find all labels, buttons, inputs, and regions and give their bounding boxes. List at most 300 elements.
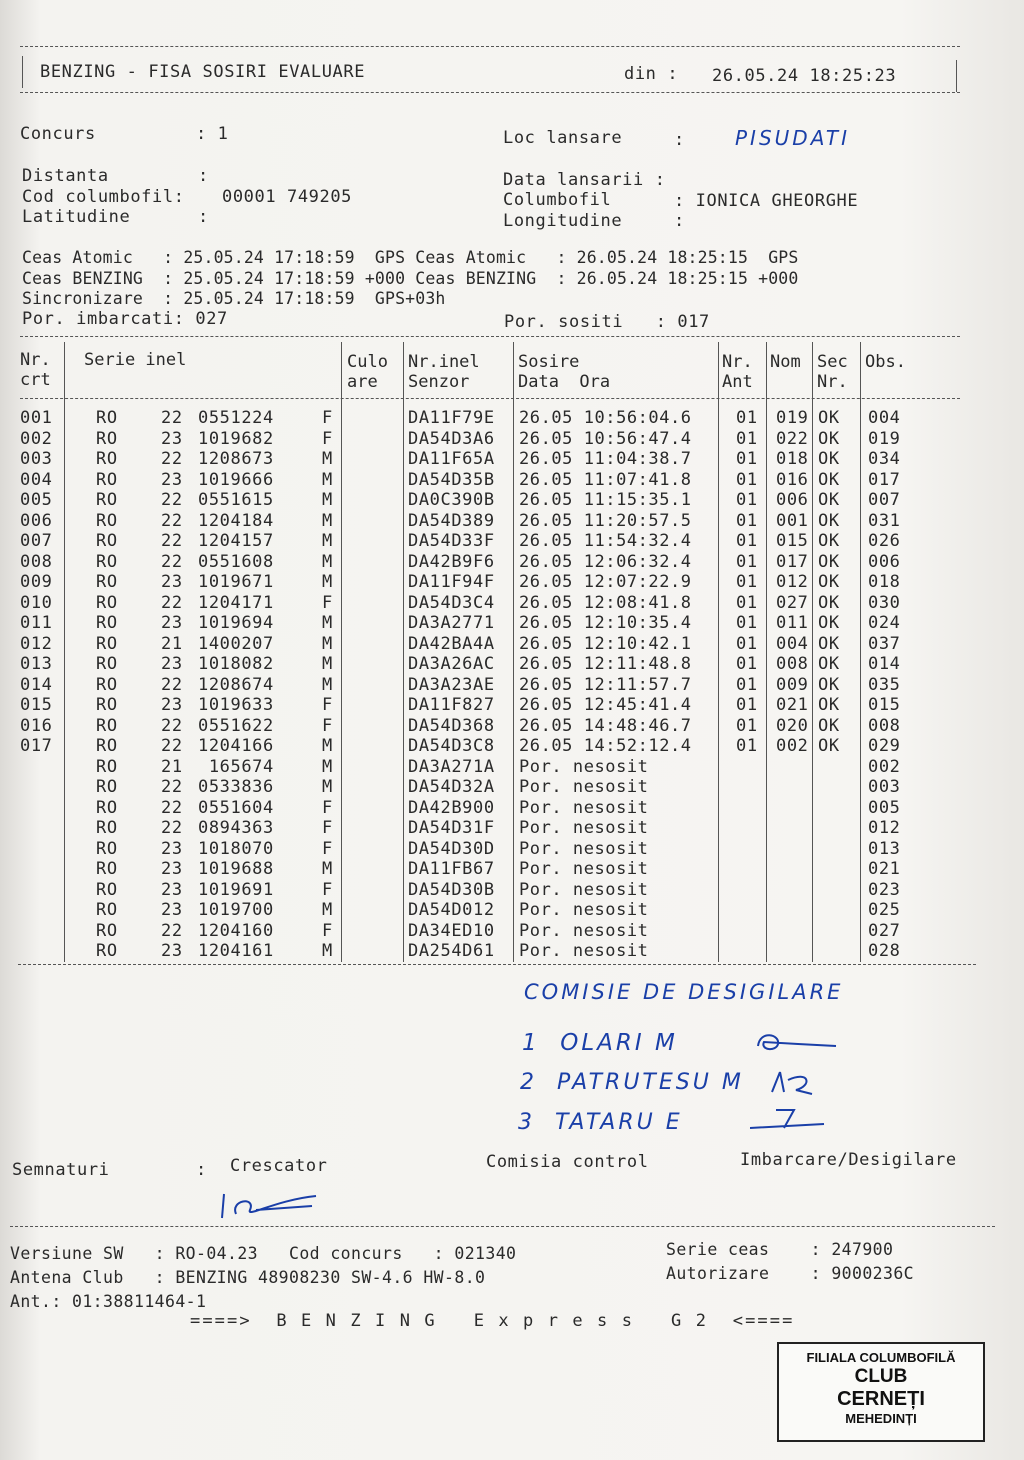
latitudine-label: Latitudine [22,207,131,227]
cell-tara: RO [96,592,118,613]
cell-inel: 1204157 [198,531,274,551]
cell-sex: M [322,900,333,920]
cell-sosire: 26.05 12:45:41.4 [519,695,692,715]
din-value: 26.05.24 18:25:23 [712,66,897,86]
cell-an: 23 [161,900,183,920]
cell-nom: 009 [776,674,809,695]
th-crt: crt [20,370,51,390]
cell-senzor: DA3A23AE [408,674,495,695]
cell-senzor: DA42B9F6 [408,551,495,572]
cell-nr: 015 [20,695,53,715]
handwritten-comisie: COMISIE DE DESIGILARE [524,980,844,1004]
cell-nom: 027 [776,592,809,613]
cell-nom: 006 [776,490,809,510]
cell-an: 22 [161,531,183,551]
porumbei-sositi: Por. sositi : 017 [504,312,710,332]
cell-sec: OK [818,715,840,736]
cell-obs: 015 [868,695,901,715]
cell-sosire: 26.05 11:54:32.4 [519,531,692,551]
cell-nr: 004 [20,469,53,490]
cell-obs: 008 [868,715,901,736]
data-lansarii-label: Data lansarii : [503,170,666,190]
cell-sex: M [322,941,333,961]
col-sep-ant [766,342,767,962]
cell-inel: 1019671 [198,572,274,592]
cell-ant: 01 [736,551,758,572]
cell-sex: M [322,756,333,777]
serie-ceas: Serie ceas : 247900 [666,1240,894,1259]
cell-inel: 165674 [198,756,274,777]
th-nr-ant-1: Nr. [722,352,753,372]
cell-sosire: 26.05 12:11:57.7 [519,674,692,695]
cell-an: 23 [161,654,183,674]
cell-nom: 017 [776,551,809,572]
cell-ant: 01 [736,408,758,428]
clock-line-benzing: Ceas BENZING : 25.05.24 17:18:59 +000 Ceas BENZING : 26.05.24 18:25:15 +000 [22,269,799,288]
handwritten-member-2: 2 PATRUTESU M [520,1070,744,1095]
cell-an: 22 [161,920,183,941]
cell-inel: 1018070 [198,838,274,859]
th-nom: Nom [770,352,801,372]
th-nr: Nr. [20,350,51,370]
cell-senzor: DA3A2771 [408,613,495,633]
semnaturi-label: Semnaturi [12,1160,110,1180]
cell-inel: 0551622 [198,715,274,736]
col-sep-sec [860,342,861,962]
cell-an: 22 [161,592,183,613]
cell-sec: OK [818,654,840,674]
cod-columbofil-value: 00001 749205 [222,187,353,207]
cell-senzor: DA54D31F [408,818,495,838]
cell-obs: 025 [868,900,901,920]
cell-sec: OK [818,592,840,613]
cell-sex: F [322,408,333,428]
cell-senzor: DA11F79E [408,408,495,428]
cell-ant: 01 [736,572,758,592]
cell-obs: 035 [868,674,901,695]
cell-an: 23 [161,613,183,633]
cell-sec: OK [818,674,840,695]
col-sep-senzor [513,342,514,962]
cell-ant: 01 [736,531,758,551]
cell-senzor: DA54D3A6 [408,428,495,449]
longitudine-label: Longitudine [503,211,623,231]
cell-senzor: DA11F827 [408,695,495,715]
cell-nom: 002 [776,736,809,756]
cell-nr: 017 [20,736,53,756]
cell-tara: RO [96,920,118,941]
cell-sec: OK [818,736,840,756]
cell-an: 23 [161,428,183,449]
cell-obs: 007 [868,490,901,510]
crescator-signature [216,1186,336,1226]
cell-sosire: Por. nesosit [519,920,649,941]
cell-senzor: DA11FB67 [408,859,495,879]
versiune-sw: Versiune SW : RO-04.23 Cod concurs : 021340 [10,1244,517,1263]
cell-senzor: DA54D3C4 [408,592,495,613]
col-sep-nom [812,342,813,962]
cell-an: 23 [161,469,183,490]
table-header-border [20,398,960,399]
cell-an: 22 [161,777,183,797]
cell-nom: 021 [776,695,809,715]
th-serie-inel: Serie inel [84,350,187,370]
cell-an: 23 [161,695,183,715]
cell-inel: 0551224 [198,408,274,428]
handwritten-signature-marks [750,1020,860,1150]
th-sec-1: Sec [817,352,848,372]
cell-tara: RO [96,900,118,920]
cell-sex: F [322,838,333,859]
cell-sosire: 26.05 14:48:46.7 [519,715,692,736]
cell-inel: 1204171 [198,592,274,613]
cell-ant: 01 [736,449,758,469]
cell-tara: RO [96,428,118,449]
th-data-ora: Data Ora [518,372,611,392]
antena-id: Ant.: 01:38811464-1 [10,1292,207,1311]
header-bottom-border [20,92,960,93]
cell-inel: 0551615 [198,490,274,510]
cell-an: 22 [161,449,183,469]
cell-ant: 01 [736,469,758,490]
cell-an: 23 [161,859,183,879]
stamp-line-1: FILIALA COLUMBOFILĂ [806,1350,956,1365]
cell-nr: 013 [20,654,53,674]
handwritten-member-3: 3 TATARU E [518,1110,683,1135]
cell-nr: 010 [20,592,53,613]
concurs-label: Concurs [20,124,96,144]
latitudine-value: : [198,207,209,227]
cell-nom: 020 [776,715,809,736]
handwritten-member-1: 1 OLARI M [522,1030,678,1056]
th-obs: Obs. [865,352,906,372]
cell-obs: 013 [868,838,901,859]
benzing-express-banner: ====> B E N Z I N G E x p r e s s G 2 <==== [190,1311,795,1331]
cell-sosire: 26.05 12:11:48.8 [519,654,692,674]
cell-nr: 012 [20,633,53,654]
cell-inel: 1019666 [198,469,274,490]
cell-inel: 1019700 [198,900,274,920]
cell-obs: 017 [868,469,901,490]
cell-sec: OK [818,695,840,715]
cell-obs: 034 [868,449,901,469]
cell-ant: 01 [736,633,758,654]
cell-nom: 001 [776,510,809,531]
cod-columbofil-label: Cod columbofil: [22,187,185,207]
cell-nom: 015 [776,531,809,551]
cell-obs: 029 [868,736,901,756]
cell-an: 21 [161,756,183,777]
imbarcare-desigilare-label: Imbarcare/Desigilare [740,1150,957,1170]
cell-sosire: 26.05 12:10:35.4 [519,613,692,633]
cell-senzor: DA54D3C8 [408,736,495,756]
cell-nom: 008 [776,654,809,674]
cell-tara: RO [96,633,118,654]
cell-ant: 01 [736,674,758,695]
cell-ant: 01 [736,490,758,510]
cell-senzor: DA42B900 [408,797,495,818]
club-stamp [777,1342,985,1442]
cell-sex: F [322,695,333,715]
footer-top-border [10,1226,995,1227]
cell-inel: 1018082 [198,654,274,674]
col-sep-serie [341,342,342,962]
cell-ant: 01 [736,613,758,633]
cell-obs: 021 [868,859,901,879]
cell-ant: 01 [736,592,758,613]
cell-inel: 1204161 [198,941,274,961]
cell-tara: RO [96,510,118,531]
cell-ant: 01 [736,715,758,736]
document-title: BENZING - FISA SOSIRI EVALUARE [40,62,366,82]
cell-obs: 003 [868,777,901,797]
th-culoare-1: Culo [347,352,388,372]
din-label: din : [624,64,679,84]
cell-obs: 002 [868,756,901,777]
cell-ant: 01 [736,428,758,449]
cell-sosire: 26.05 12:06:32.4 [519,551,692,572]
cell-sosire: 26.05 10:56:47.4 [519,428,692,449]
cell-obs: 012 [868,818,901,838]
cell-tara: RO [96,797,118,818]
cell-sex: F [322,592,333,613]
cell-an: 22 [161,736,183,756]
cell-senzor: DA3A26AC [408,654,495,674]
cell-an: 23 [161,941,183,961]
cell-inel: 1204166 [198,736,274,756]
cell-obs: 037 [868,633,901,654]
comisia-control-label: Comisia control [486,1152,649,1172]
cell-sec: OK [818,449,840,469]
cell-tara: RO [96,469,118,490]
cell-an: 22 [161,510,183,531]
cell-obs: 028 [868,941,901,961]
th-sosire: Sosire [518,352,580,372]
cell-inel: 1019633 [198,695,274,715]
cell-sex: M [322,633,333,654]
cell-nr: 011 [20,613,53,633]
col-sep-culoare [403,342,404,962]
longitudine-value: : [674,211,685,231]
cell-tara: RO [96,490,118,510]
cell-nr: 008 [20,551,53,572]
antena-club: Antena Club : BENZING 48908230 SW-4.6 HW-8.0 [10,1268,486,1287]
cell-sosire: 26.05 12:08:41.8 [519,592,692,613]
cell-sex: F [322,797,333,818]
col-sep-nr [64,342,65,962]
cell-tara: RO [96,551,118,572]
cell-obs: 030 [868,592,901,613]
cell-nom: 018 [776,449,809,469]
concurs-value: : 1 [196,124,229,144]
cell-sex: M [322,469,333,490]
cell-inel: 1204184 [198,510,274,531]
loc-lansare-handwritten: PISUDATI [735,126,851,150]
autorizare: Autorizare : 9000236C [666,1264,915,1283]
header-top-border [20,46,960,47]
th-culoare-2: are [347,372,378,392]
cell-senzor: DA11F65A [408,449,495,469]
cell-tara: RO [96,449,118,469]
cell-sex: F [322,715,333,736]
cell-sec: OK [818,572,840,592]
cell-ant: 01 [736,695,758,715]
loc-lansare-label: Loc lansare [503,128,623,148]
cell-senzor: DA0C390B [408,490,495,510]
cell-an: 22 [161,715,183,736]
cell-ant: 01 [736,510,758,531]
cell-an: 22 [161,408,183,428]
columbofil-value: : IONICA GHEORGHE [674,191,859,211]
th-nr-ant-2: Ant [722,372,753,392]
th-nr-inel: Nr.inel [408,352,480,372]
cell-nom: 011 [776,613,809,633]
cell-sex: M [322,551,333,572]
cell-tara: RO [96,572,118,592]
cell-nr: 003 [20,449,53,469]
cell-inel: 1208673 [198,449,274,469]
cell-sosire: 26.05 11:15:35.1 [519,490,692,510]
cell-an: 22 [161,674,183,695]
columbofil-label: Columbofil [503,190,612,210]
stamp-line-2: CLUB [854,1366,908,1387]
cell-nr: 016 [20,715,53,736]
cell-tara: RO [96,777,118,797]
cell-inel: 1019682 [198,428,274,449]
cell-inel: 1208674 [198,674,274,695]
table-top-border [20,336,960,337]
cell-sex: M [322,531,333,551]
cell-nr: 001 [20,408,53,428]
cell-sex: F [322,920,333,941]
cell-obs: 005 [868,797,901,818]
cell-an: 22 [161,490,183,510]
cell-sec: OK [818,469,840,490]
cell-inel: 1019694 [198,613,274,633]
cell-sex: M [322,777,333,797]
cell-senzor: DA254D61 [408,941,495,961]
cell-inel: 0551608 [198,551,274,572]
cell-obs: 014 [868,654,901,674]
cell-sex: M [322,674,333,695]
cell-an: 22 [161,797,183,818]
cell-senzor: DA54D30D [408,838,495,859]
cell-sosire: 26.05 12:10:42.1 [519,633,692,654]
th-senzor: Senzor [408,372,470,392]
cell-tara: RO [96,941,118,961]
cell-tara: RO [96,654,118,674]
cell-senzor: DA54D33F [408,531,495,551]
cell-tara: RO [96,859,118,879]
cell-sosire: Por. nesosit [519,838,649,859]
cell-obs: 023 [868,879,901,900]
cell-sosire: 26.05 11:07:41.8 [519,469,692,490]
stamp-line-4: MEHEDINȚI [845,1411,917,1426]
cell-senzor: DA54D389 [408,510,495,531]
cell-sosire: Por. nesosit [519,777,649,797]
cell-nr: 009 [20,572,53,592]
cell-sosire: Por. nesosit [519,859,649,879]
cell-senzor: DA42BA4A [408,633,495,654]
cell-senzor: DA11F94F [408,572,495,592]
cell-obs: 027 [868,920,901,941]
cell-sec: OK [818,633,840,654]
cell-nom: 016 [776,469,809,490]
cell-tara: RO [96,756,118,777]
distanta-value: : [198,166,209,186]
cell-obs: 031 [868,510,901,531]
cell-sex: M [322,490,333,510]
cell-nr: 014 [20,674,53,695]
cell-ant: 01 [736,654,758,674]
cell-sosire: 26.05 11:04:38.7 [519,449,692,469]
cell-sosire: Por. nesosit [519,797,649,818]
cell-inel: 0551604 [198,797,274,818]
cell-sosire: Por. nesosit [519,941,649,961]
cell-sex: M [322,654,333,674]
cell-sosire: 26.05 10:56:04.6 [519,408,692,428]
cell-sec: OK [818,551,840,572]
cell-sec: OK [818,510,840,531]
cell-inel: 1019688 [198,859,274,879]
cell-obs: 019 [868,428,901,449]
cell-ant: 01 [736,736,758,756]
cell-sex: M [322,613,333,633]
cell-sec: OK [818,531,840,551]
cell-obs: 006 [868,551,901,572]
cell-an: 22 [161,818,183,838]
cell-an: 22 [161,551,183,572]
cell-nom: 012 [776,572,809,592]
cell-an: 21 [161,633,183,654]
cell-sec: OK [818,408,840,428]
cell-an: 23 [161,572,183,592]
cell-nr: 005 [20,490,53,510]
cell-inel: 1400207 [198,633,274,654]
cell-sosire: Por. nesosit [519,756,649,777]
cell-sosire: Por. nesosit [519,818,649,838]
clock-line-atomic: Ceas Atomic : 25.05.24 17:18:59 GPS Ceas Atomic : 26.05.24 18:25:15 GPS [22,248,799,267]
loc-lansare-colon: : [674,130,685,150]
cell-sosire: 26.05 14:52:12.4 [519,736,692,756]
cell-obs: 024 [868,613,901,633]
crescator-label: Crescator [230,1156,328,1176]
cell-inel: 1019691 [198,879,274,900]
cell-sex: M [322,510,333,531]
cell-tara: RO [96,818,118,838]
cell-sosire: Por. nesosit [519,879,649,900]
cell-sosire: 26.05 11:20:57.5 [519,510,692,531]
cell-sex: M [322,736,333,756]
cell-sex: M [322,449,333,469]
cell-sec: OK [818,613,840,633]
semnaturi-colon: : [196,1160,207,1180]
cell-obs: 018 [868,572,901,592]
cell-tara: RO [96,531,118,551]
cell-nom: 022 [776,428,809,449]
col-sep-sosire [718,342,719,962]
cell-sex: M [322,859,333,879]
cell-obs: 026 [868,531,901,551]
clock-line-sync: Sincronizare : 25.05.24 17:18:59 GPS+03h [22,289,446,308]
cell-inel: 0894363 [198,818,274,838]
cell-sosire: Por. nesosit [519,900,649,920]
stamp-line-3: CERNEȚI [837,1388,925,1410]
cell-nr: 002 [20,428,53,449]
th-sec-2: Nr. [817,372,848,392]
cell-senzor: DA54D368 [408,715,495,736]
header-left-border [22,56,23,88]
